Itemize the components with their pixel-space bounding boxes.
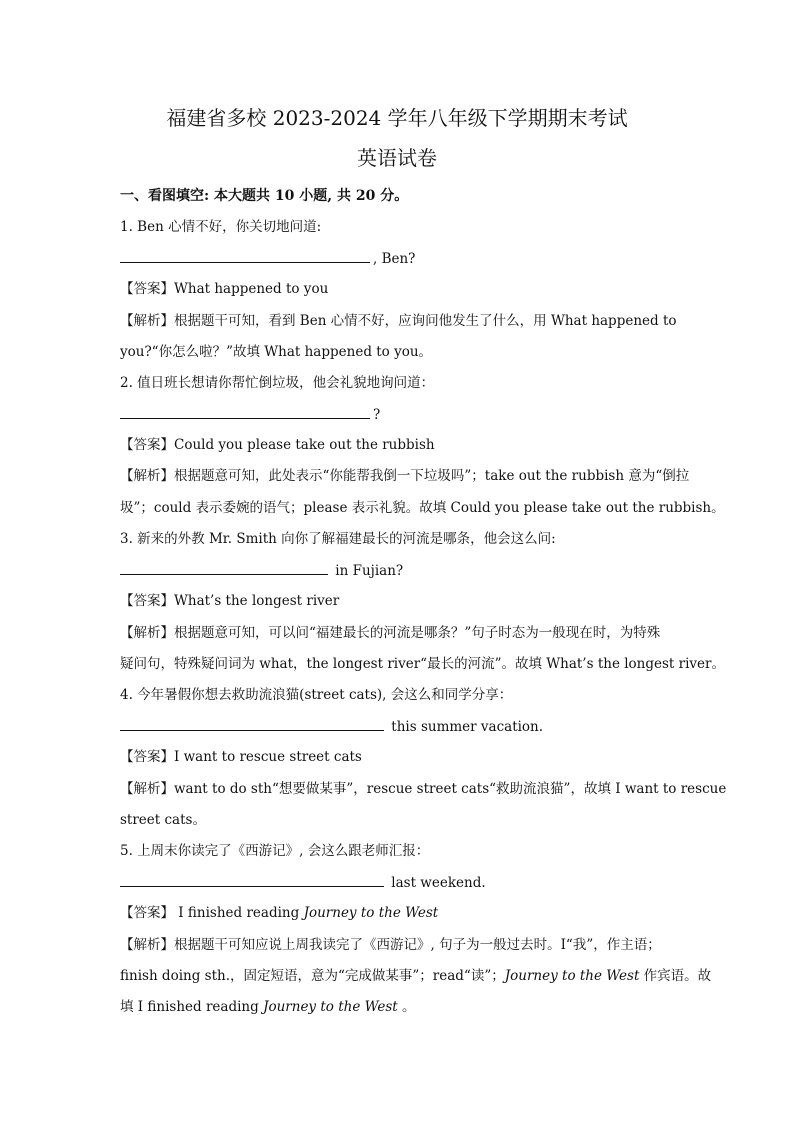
q5-analysis-line1: 【解析】根据题干可知应说上周我读完了《西游记》, 句子为一般过去时。I“我”，作主语； bbox=[120, 937, 661, 953]
q2-blank-suffix: ? bbox=[373, 407, 381, 423]
q5-answer bbox=[120, 903, 680, 923]
q5-analysis-line3-b: 。 bbox=[397, 999, 416, 1015]
q5-answer-prefix: 【答案】 I finished reading bbox=[120, 905, 304, 921]
q5-analysis-line2-b: 作宾语。故 bbox=[639, 968, 712, 984]
q5-analysis-line2 bbox=[120, 966, 712, 986]
q4-blank-suffix: this summer vacation. bbox=[387, 719, 544, 735]
q3-blank-suffix: in Fujian? bbox=[331, 563, 404, 579]
q3-answer-blank[interactable] bbox=[120, 560, 328, 575]
q3-analysis-line1: 【解析】根据题意可知，可以问“福建最长的河流是哪条？”句子时态为一般现在时，为特殊 bbox=[120, 625, 661, 641]
q1-blank-line bbox=[120, 248, 680, 269]
q5-analysis-line3-a: 填 I finished reading bbox=[120, 999, 264, 1015]
q4-blank-line bbox=[120, 716, 680, 737]
q1-prompt: 1. Ben 心情不好，你关切地问道: bbox=[120, 219, 322, 235]
q2-answer: 【答案】Could you please take out the rubbish bbox=[120, 437, 435, 453]
q2-analysis-line1: 【解析】根据题意可知，此处表示“你能帮我倒一下垃圾吗”；take out the rubbish 意为“倒拉 bbox=[120, 468, 690, 484]
q5-answer-blank[interactable] bbox=[120, 872, 384, 887]
q1-answer-blank[interactable] bbox=[120, 248, 370, 263]
q5-analysis-line2-book: Journey to the West bbox=[504, 968, 640, 984]
q5-blank-suffix: last weekend. bbox=[387, 875, 486, 891]
section-heading: 一、看图填空: 本大题共 10 小题, 共 20 分。 bbox=[120, 188, 409, 204]
q5-answer-book-title: Journey to the West bbox=[303, 905, 439, 921]
q1-analysis-line1: 【解析】根据题干可知，看到 Ben 心情不好，应询问他发生了什么，用 What happened to bbox=[120, 313, 677, 329]
q2-answer-blank[interactable] bbox=[120, 404, 370, 419]
q5-blank-line bbox=[120, 872, 680, 893]
exam-title: 福建省多校 2023-2024 学年八年级下学期期末考试 bbox=[166, 106, 628, 130]
q1-analysis-line2: you?“你怎么啦？”故填 What happened to you。 bbox=[120, 344, 433, 360]
q5-analysis-line2-a: finish doing sth.，固定短语，意为“完成做某事”；read“读”； bbox=[120, 968, 505, 984]
q1-answer: 【答案】What happened to you bbox=[120, 281, 329, 297]
q4-prompt: 4. 今年暑假你想去救助流浪猫(street cats), 会这么和同学分享： bbox=[120, 687, 513, 703]
q3-prompt: 3. 新来的外教 Mr. Smith 向你了解福建最长的河流是哪条，他会这么问: bbox=[120, 531, 556, 547]
q1-blank-suffix: , Ben? bbox=[373, 251, 416, 267]
q4-answer: 【答案】I want to rescue street cats bbox=[120, 749, 362, 765]
q5-prompt: 5. 上周末你读完了《西游记》, 会这么跟老师汇报： bbox=[120, 843, 430, 859]
q4-analysis-line2: street cats。 bbox=[120, 812, 206, 828]
q3-blank-line bbox=[120, 560, 680, 581]
q3-analysis-line2: 疑问句，特殊疑问词为 what，the longest river“最长的河流”。故填 What’s the longest river。 bbox=[120, 656, 725, 672]
q5-analysis-line3-book: Journey to the West bbox=[263, 999, 398, 1015]
q3-answer: 【答案】What’s the longest river bbox=[120, 593, 340, 609]
q5-analysis-line3 bbox=[120, 997, 680, 1017]
q2-analysis-line2: 圾”；could 表示委婉的语气；please 表示礼貌。故填 Could you please take out the rubbish。 bbox=[120, 500, 725, 516]
q4-answer-blank[interactable] bbox=[120, 716, 384, 731]
q4-analysis-line1: 【解析】want to do sth“想要做某事”，rescue street cats“救助流浪猫”，故填 I want to rescue bbox=[120, 781, 727, 797]
q2-blank-line bbox=[120, 404, 680, 425]
q2-prompt: 2. 值日班长想请你帮忙倒垃圾，他会礼貌地询问道： bbox=[120, 375, 435, 391]
exam-subtitle: 英语试卷 bbox=[357, 146, 437, 170]
